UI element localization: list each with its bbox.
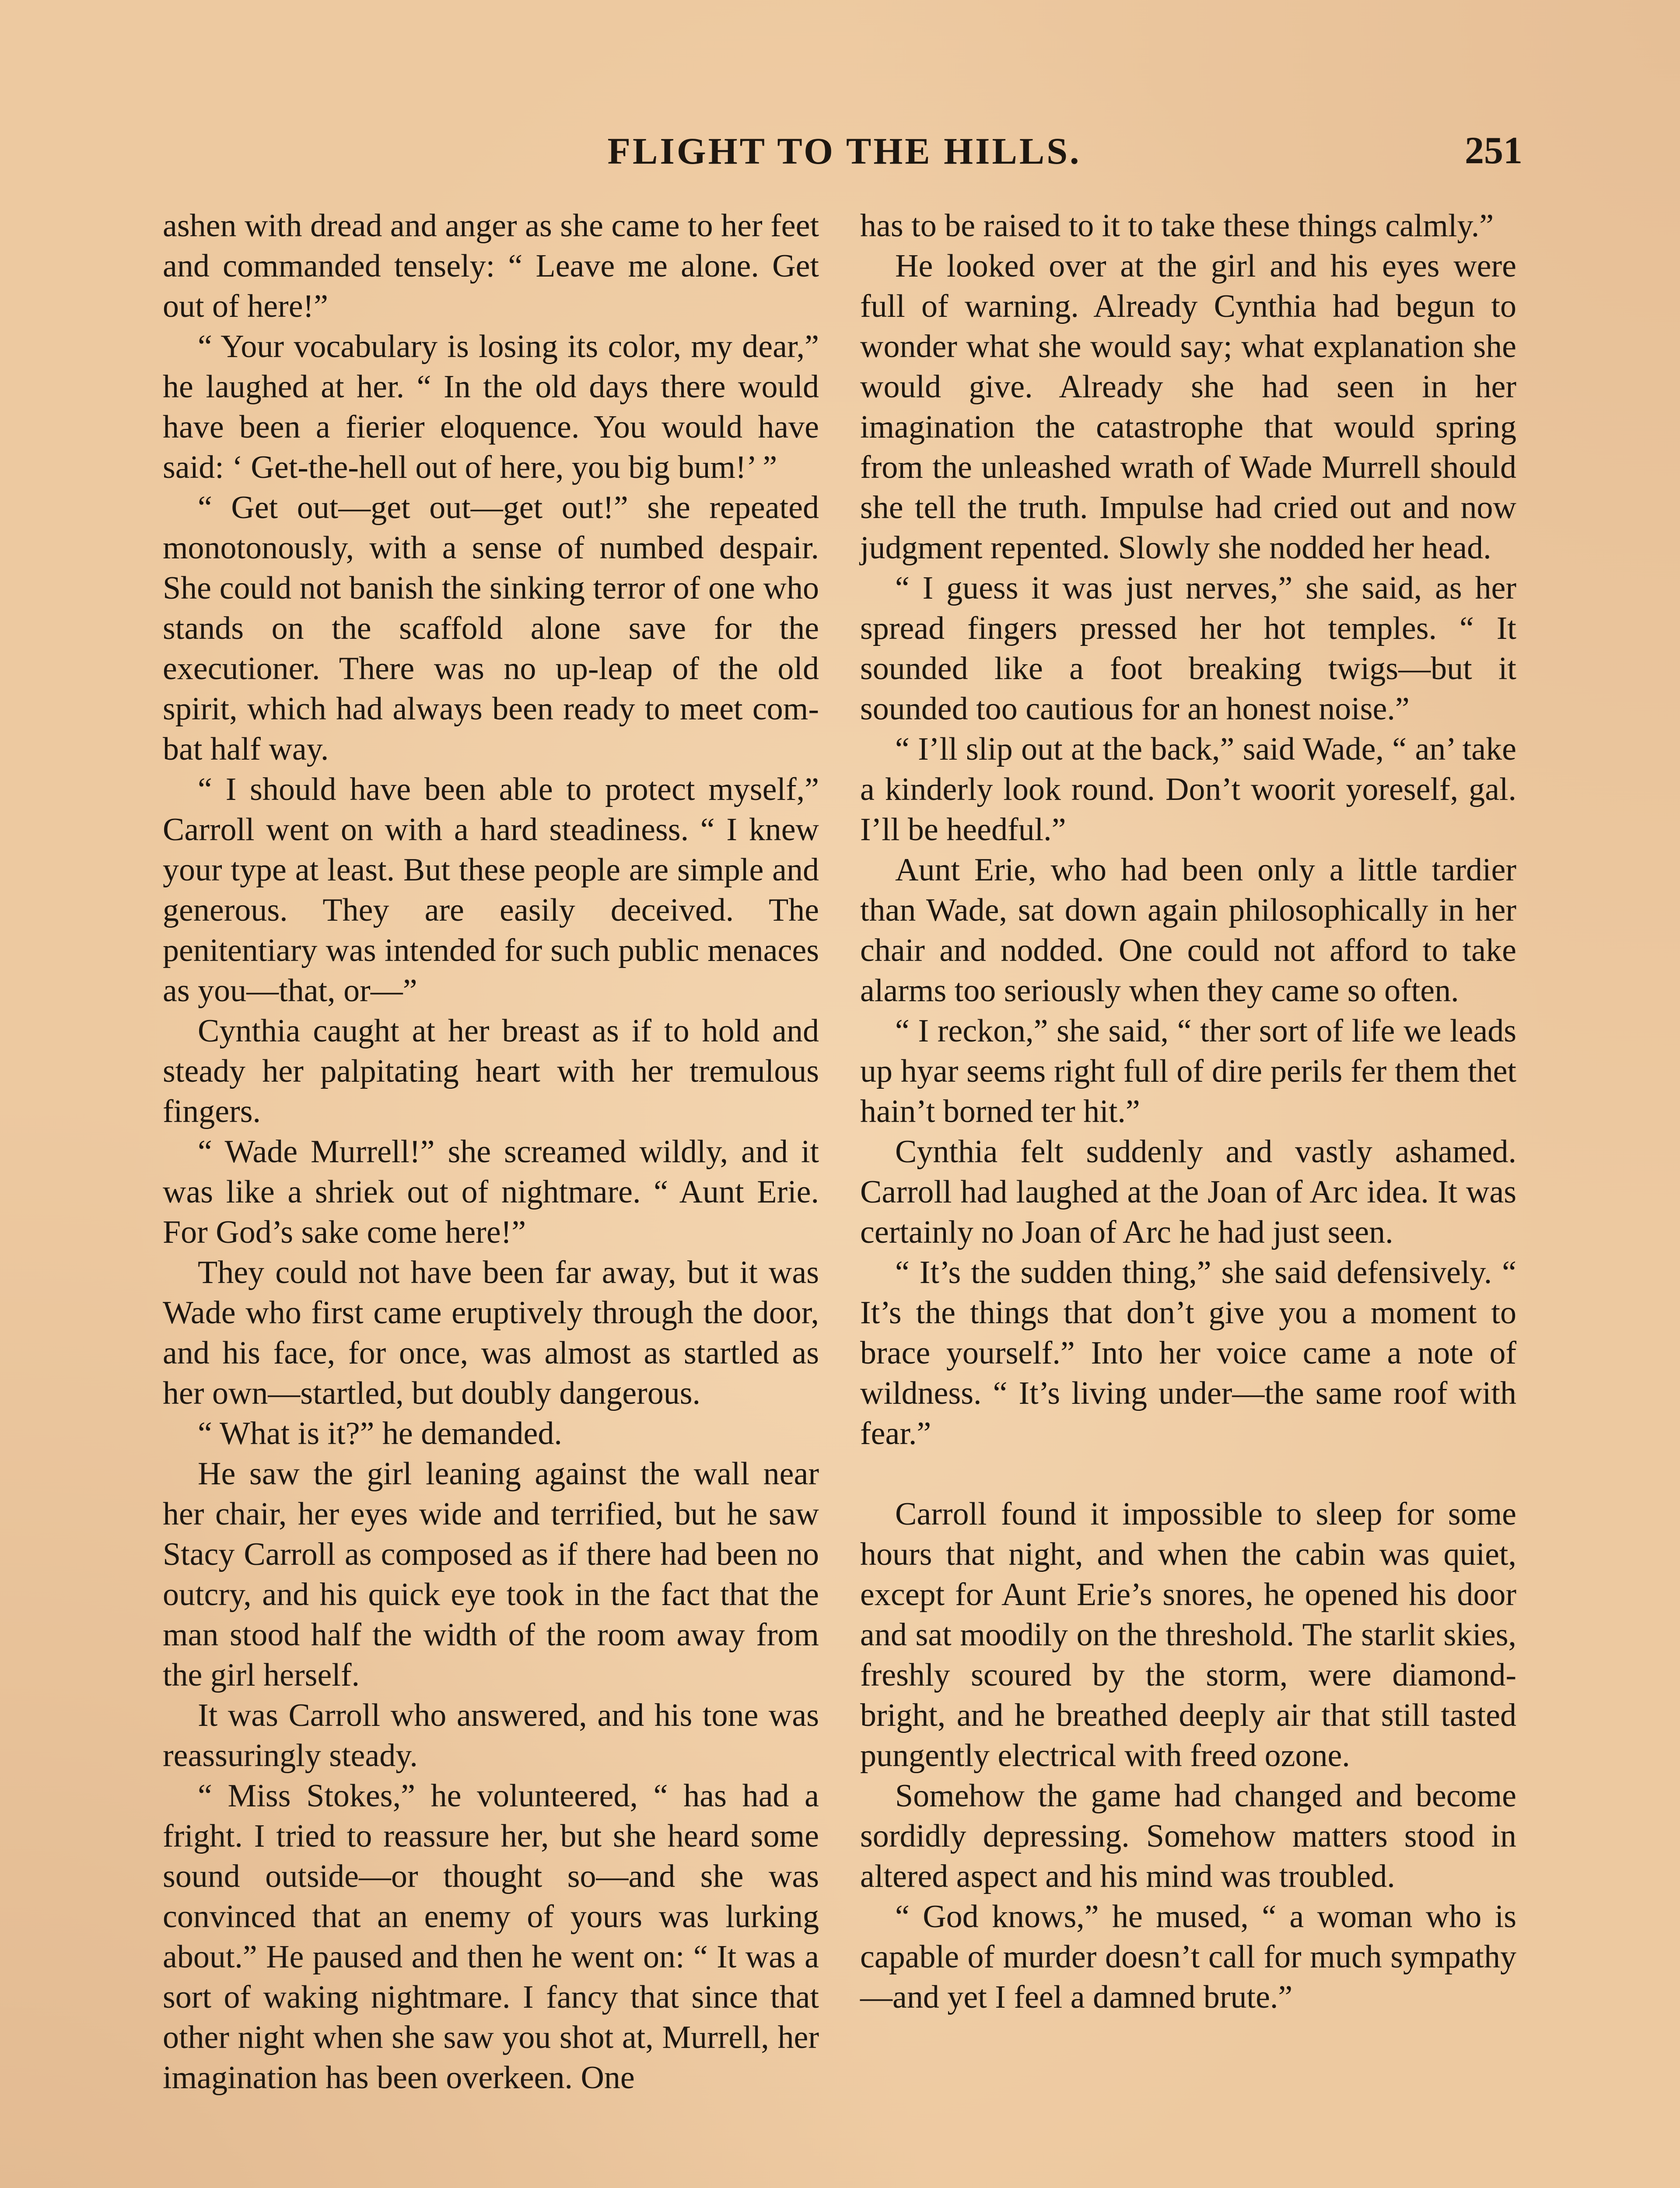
- paragraph: “ I’ll slip out at the back,” said Wade, “ an’ take a kinderly look round. Don’t woorit yoreself, gal. I’ll be heedful.”: [860, 731, 1516, 848]
- paragraph: They could not have been far away, but it was Wade who first came eruptively through the door, and his face, for once, was almost as startled as her own—startled, but doubly dangerous.: [163, 1255, 819, 1411]
- paragraph: “ It’s the sudden thing,” she said defensively. “ It’s the things that don’t give you a moment to brace yourself.” Into her voice came a note of wildness. “ It’s living under—the same roof with fear.”: [860, 1255, 1516, 1452]
- page-header: [166, 127, 1522, 175]
- paragraph: has to be raised to it to take these things calmly.”: [860, 208, 1494, 244]
- paragraph: He saw the girl leaning against the wall near her chair, her eyes wide and terrified, but he saw Stacy Carroll as composed as if there had been no outcry, and his quick eye took in the fact that the man stood half the width of the room away from the girl herself.: [163, 1456, 819, 1693]
- paragraph: “ Miss Stokes,” he volunteered, “ has had a fright. I tried to reassure her, but she heard some sound outside—or thought so—and she was convinced that an enemy of yours was lurking about.” He paused and then he went on: “ It was a sort of waking nightmare. I fancy that since that other night when she saw you shot at, Murrell, her imagination has been overkeen. One: [163, 1778, 819, 2096]
- paragraph: “ Your vocabulary is losing its color, my dear,” he laughed at her. “ In the old days there would have been a fierier eloquence. You would have said: ‘ Get-the-hell out of here, you big bum!’ ”: [163, 329, 819, 485]
- paragraph: It was Carroll who answered, and his tone was reassuringly steady.: [163, 1697, 819, 1774]
- left-column: [163, 206, 819, 2098]
- running-title: FLIGHT TO THE HILLS.: [607, 130, 1082, 172]
- paragraph: He looked over at the girl and his eyes were full of warning. Already Cynthia had begun to wonder what she would say; what explanation she would give. Already she had seen in her imagination the catastrophe that would spring from the unleashed wrath of Wade Murrell should she tell the truth. Impulse had cried out and now judgment repented. Slowly she nodded her head.: [860, 248, 1516, 566]
- paragraph: ashen with dread and anger as she came to her feet and commanded tensely: “ Leave me alone. Get out of here!”: [163, 208, 819, 324]
- paragraph: “ I reckon,” she said, “ ther sort of life we leads up hyar seems right full of dire perils fer them thet hain’t borned ter hit.”: [860, 1013, 1516, 1129]
- paragraph: “ Get out—get out—get out!” she repeated monotonously, with a sense of numbed despair. She could not banish the sinking terror of one who stands on the scaffold alone save for the executioner. There was no up-leap of the old spirit, which had always been ready to meet combat half way.: [163, 490, 819, 767]
- page-number: 251: [1465, 130, 1522, 172]
- paragraph: Somehow the game had changed and become sordidly depressing. Somehow matters stood in altered aspect and his mind was troubled.: [860, 1778, 1516, 1894]
- paragraph: “ God knows,” he mused, “ a woman who is capable of murder doesn’t call for much sympathy—and yet I feel a damned brute.”: [860, 1899, 1516, 2015]
- paragraph: “ What is it?” he demanded.: [198, 1416, 562, 1452]
- paragraph: “ I guess it was just nerves,” she said, as her spread fingers pressed her hot temples. “ It sounded like a foot breaking twigs—but it sounded too cautious for an honest noise.”: [860, 570, 1516, 727]
- paragraph: Cynthia felt suddenly and vastly ashamed. Carroll had laughed at the Joan of Arc idea. It was certainly no Joan of Arc he had just seen.: [860, 1134, 1516, 1250]
- paragraph: Aunt Erie, who had been only a little tardier than Wade, sat down again philosophically in her chair and nodded. One could not afford to take alarms too seriously when they came so often.: [860, 852, 1516, 1009]
- paragraph: Carroll found it impossible to sleep for some hours that night, and when the cabin was quiet, except for Aunt Erie’s snores, he opened his door and sat moodily on the threshold. The starlit skies, freshly scoured by the storm, were diamond-bright, and he breathed deeply air that still tasted pungently electrical with freed ozone.: [860, 1496, 1516, 1774]
- right-column: [860, 206, 1516, 2017]
- paragraph: “ Wade Murrell!” she screamed wildly, and it was like a shriek out of nightmare. “ Aunt Erie. For God’s sake come here!”: [163, 1134, 819, 1250]
- paragraph: Cynthia caught at her breast as if to hold and steady her palpitating heart with her tremulous fingers.: [163, 1013, 819, 1129]
- paragraph: “ I should have been able to protect myself,” Carroll went on with a hard steadiness. “ I knew your type at least. But these people are simple and generous. They are easily deceived. The penitentiary was intended for such public menaces as you—that, or—”: [163, 771, 819, 1009]
